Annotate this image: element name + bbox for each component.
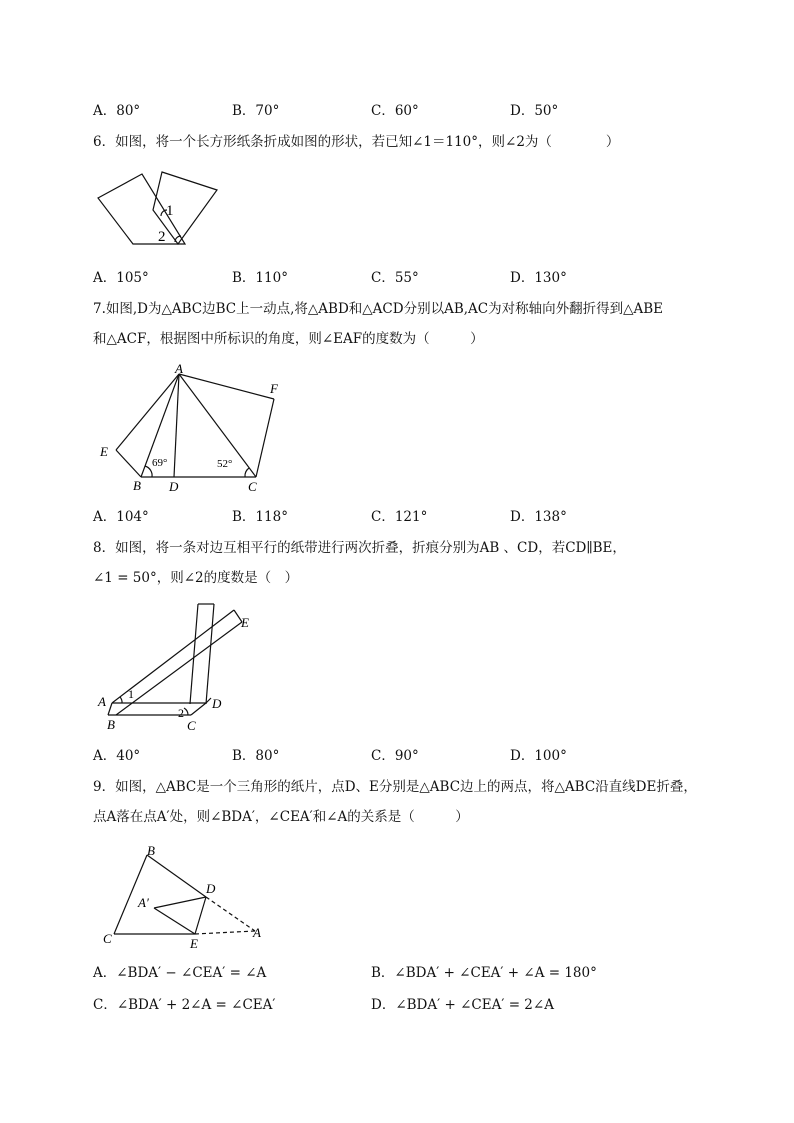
q5-option-c: C．60° <box>371 103 419 119</box>
q7-stem-line2: 和△ACF，根据图中所标识的角度，则∠EAF的度数为（ ） <box>93 331 484 347</box>
q7-label-f: F <box>270 381 278 396</box>
q9-label-a: A <box>253 925 261 940</box>
q8-option-a: A．40° <box>93 748 141 764</box>
q8-label-2: 2 <box>178 706 184 720</box>
q6-figure <box>95 170 225 250</box>
q9-figure <box>100 842 280 957</box>
q7-angle-69: 69° <box>152 457 168 469</box>
q9-option-c: C．∠BDA′ + 2∠A = ∠CEA′ <box>93 997 276 1013</box>
q7-stem-line1: 7.如图,D为△ABC边BC上一动点,将△ABD和△ACD分别以AB,AC为对称轴向外翻折得到△ABE <box>93 301 664 317</box>
q7-angle-52: 52° <box>217 458 233 470</box>
q9-label-d: D <box>206 881 216 896</box>
q6-option-d: D．130° <box>510 270 567 286</box>
q9-label-a-prime: A′ <box>138 895 149 910</box>
q8-label-e: E <box>241 615 249 630</box>
q6-stem: 6．如图，将一个长方形纸条折成如图的形状，若已知∠1＝110°，则∠2为（ ） <box>93 134 620 150</box>
q7-option-a: A．104° <box>93 509 149 525</box>
q8-label-c: C <box>187 718 196 733</box>
q9-label-e: E <box>190 936 198 951</box>
q8-label-1: 1 <box>128 687 134 701</box>
q7-label-c: C <box>248 479 257 494</box>
q7-option-d: D．138° <box>510 509 567 525</box>
q8-stem-line1: 8．如图，将一条对边互相平行的纸带进行两次折叠，折痕分别为AB 、CD，若CD∥BE， <box>93 540 626 556</box>
q8-label-a: A <box>98 694 106 709</box>
q9-option-d: D．∠BDA′ + ∠CEA′ = 2∠A <box>371 997 554 1013</box>
q6-option-b: B．110° <box>232 270 288 286</box>
q5-option-d: D．50° <box>510 103 559 119</box>
q6-label-2: 2 <box>158 229 166 245</box>
q7-option-b: B．118° <box>232 509 288 525</box>
q7-label-b: B <box>133 478 141 493</box>
q7-label-a: A <box>175 361 183 376</box>
q9-option-b: B．∠BDA′ + ∠CEA′ + ∠A = 180° <box>371 965 597 981</box>
q8-option-c: C．90° <box>371 748 419 764</box>
q8-figure <box>96 600 266 735</box>
q6-option-c: C．55° <box>371 270 419 286</box>
q9-option-a: A．∠BDA′ − ∠CEA′ = ∠A <box>93 965 267 981</box>
q8-label-d: D <box>212 696 222 711</box>
q6-option-a: A．105° <box>93 270 149 286</box>
q8-label-b: B <box>107 717 115 732</box>
q8-option-b: B．80° <box>232 748 280 764</box>
q8-option-d: D．100° <box>510 748 567 764</box>
q8-stem-line2: ∠1 = 50°，则∠2的度数是（ ） <box>93 570 299 586</box>
q9-label-b: B <box>147 843 155 858</box>
q9-stem-line1: 9．如图，△ABC是一个三角形的纸片，点D、E分别是△ABC边上的两点，将△ABC沿直线DE折叠， <box>93 779 697 795</box>
q5-option-a: A．80° <box>93 103 141 119</box>
q5-option-b: B．70° <box>232 103 280 119</box>
q7-figure <box>96 362 296 492</box>
q7-label-e: E <box>100 444 108 459</box>
q9-label-c: C <box>103 931 112 946</box>
q6-label-1: 1 <box>166 203 174 219</box>
q9-stem-line2: 点A落在点A′处，则∠BDA′，∠CEA′和∠A的关系是（ ） <box>93 809 469 825</box>
q7-label-d: D <box>169 479 179 494</box>
q7-option-c: C．121° <box>371 509 428 525</box>
